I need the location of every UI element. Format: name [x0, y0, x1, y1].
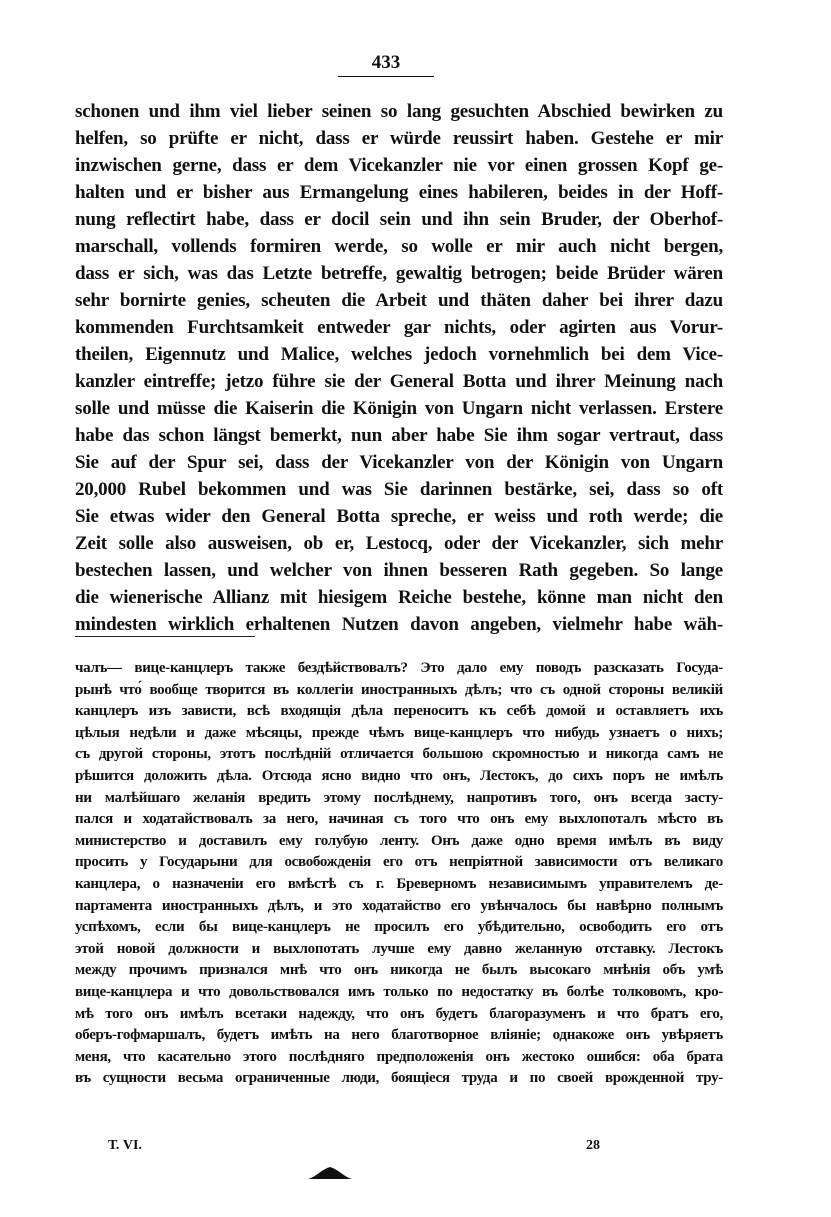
main-text-line: Sie auf der Spur sei, dass der Vicekanzler von der Königin von Ungarn [75, 452, 723, 473]
footnote-line: рѣшится доложить дѣла. Отсюда ясно видно что онъ, Лестокъ, до сихъ поръ не имѣлъ [75, 767, 723, 784]
footnote-line: меня, что касательно этого послѣдняго предположенія онъ жестоко ошибся: оба брата [75, 1048, 723, 1065]
main-text-line: kommenden Furchtsamkeit entweder gar nichts, oder agirten aus Vorur- [75, 317, 723, 338]
footnote-line: цѣлыя недѣли и даже мѣсяцы, прежде чѣмъ вице-канцлеръ что нибудь узнаетъ о нихъ; [75, 724, 723, 741]
footnote-line: канцлеръ изъ зависти, всѣ входящія дѣла переноситъ къ себѣ домой и оставляетъ ихъ [75, 703, 723, 720]
footnote-line: пался и ходатайствовалъ за него, начиная съ того что онъ ему выхлопоталъ мѣсто въ [75, 811, 723, 828]
footnote-line: оберъ-гофмаршалъ, будетъ имѣть на него благотворное вліяніе; однакоже онъ увѣряетъ [75, 1027, 723, 1044]
main-text-line: theilen, Eigennutz und Malice, welches jedoch vornehmlich bei dem Vice- [75, 344, 723, 365]
page-number: 433 [338, 52, 434, 77]
footnote-line: рынѣ что́ вообще творится въ коллегіи иностранныхъ дѣлъ; что съ одной стороны великій [75, 681, 723, 698]
main-text-line: Zeit solle also ausweisen, ob er, Lestocq, oder der Vicekanzler, sich mehr [75, 533, 723, 554]
main-text-line: nung reflectirt habe, dass er docil sein und ihn sein Bruder, der Oberhof- [75, 209, 723, 230]
footnote-line: между прочимъ признался мнѣ что онъ никогда не былъ высокаго мнѣнія объ умѣ [75, 962, 723, 979]
ink-blot-ornament-icon [306, 1165, 354, 1181]
footnote-line: вице-канцлера и что довольствовался имъ только по недостатку въ болѣе толковомъ, кро- [75, 983, 723, 1000]
sheet-signature: 28 [586, 1138, 600, 1153]
footnote-line: ни малѣйшаго желанія вредить этому послѣднему, напротивъ того, онъ всегда засту- [75, 789, 723, 806]
main-text-line: 20,000 Rubel bekommen und was Sie darinnen bestärke, sei, dass so oft [75, 479, 723, 500]
main-text-line: kanzler eintreffe; jetzo führe sie der General Botta und ihrer Meinung nach [75, 371, 723, 392]
main-text-block [75, 98, 723, 638]
volume-signature: Т. VI. [108, 1138, 142, 1153]
footnote-line: просить у Государыни для освобожденія его отъ непріятной зависимости отъ великаго [75, 854, 723, 871]
footnote-block [75, 658, 723, 1090]
footnote-line: съ другой стороны, этотъ послѣдній отличается большою скромностью и никогда самъ не [75, 746, 723, 763]
main-text-line: inzwischen gerne, dass er dem Vicekanzler nie vor einen grossen Kopf ge- [75, 155, 723, 176]
signature-line [108, 1138, 628, 1158]
main-text-line: bestechen lassen, und welcher von ihnen besseren Rath gegeben. So lange [75, 560, 723, 581]
main-text-line: solle und müsse die Kaiserin die Königin von Ungarn nicht verlassen. Erstere [75, 398, 723, 419]
main-text-line: schonen und ihm viel lieber seinen so lang gesuchten Abschied bewirken zu [75, 101, 723, 122]
main-text-line: Sie etwas wider den General Botta spreche, er weiss und roth werde; die [75, 506, 723, 527]
footnote-line: мѣ того онъ имѣлъ всетаки надежду, что онъ будетъ благоразуменъ и что братъ его, [75, 1005, 723, 1022]
main-text-line: helfen, so prüfte er nicht, dass er würde reussirt haben. Gestehe er mir [75, 128, 723, 149]
footnote-line: чалъ— вице-канцлеръ также бездѣйствовалъ? Это дало ему поводъ разсказать Госуда- [75, 660, 723, 676]
footnote-line: партамента иностранныхъ дѣлъ, и это ходатайство его увѣнчалось бы навѣрно полнымъ [75, 897, 723, 914]
main-text-line: halten und er bisher aus Ermangelung eines habileren, beides in der Hoff- [75, 182, 723, 203]
footnote-line: министерство и доставилъ ему голубую ленту. Онъ даже одно время имѣлъ въ виду [75, 832, 723, 849]
footnote-line: въ сущности весьма ограниченные люди, боящіеся труда и по своей врожденной тру- [75, 1070, 723, 1087]
main-text-line: sehr bornirte genies, scheuten die Arbeit und thäten daher bei ihrer dazu [75, 290, 723, 311]
footnote-line: канцлера, о назначеніи его вмѣстѣ съ г. Бреверномъ независимымъ управителемъ де- [75, 875, 723, 892]
main-text-line: dass er sich, was das Letzte betreffe, gewaltig betrogen; beide Brüder wären [75, 263, 723, 284]
footnote-line: успѣхомъ, если бы вице-канцлеръ не просилъ его убѣдительно, освободить его отъ [75, 919, 723, 936]
footnote-divider [75, 636, 255, 637]
main-text-line: mindesten wirklich erhaltenen Nutzen davon angeben, vielmehr habe wäh- [75, 614, 723, 635]
main-text-line: habe das schon längst bemerkt, nun aber habe Sie ihm sogar vertraut, dass [75, 425, 723, 446]
main-text-line: die wienerische Allianz mit hiesigem Reiche bestehe, könne man nicht den [75, 587, 723, 608]
main-text-line: marschall, vollends formiren werde, so wolle er mir auch nicht bergen, [75, 236, 723, 257]
footnote-line: этой новой должности и выхлопотать лучше ему давно желанную отставку. Лестокъ [75, 940, 723, 957]
